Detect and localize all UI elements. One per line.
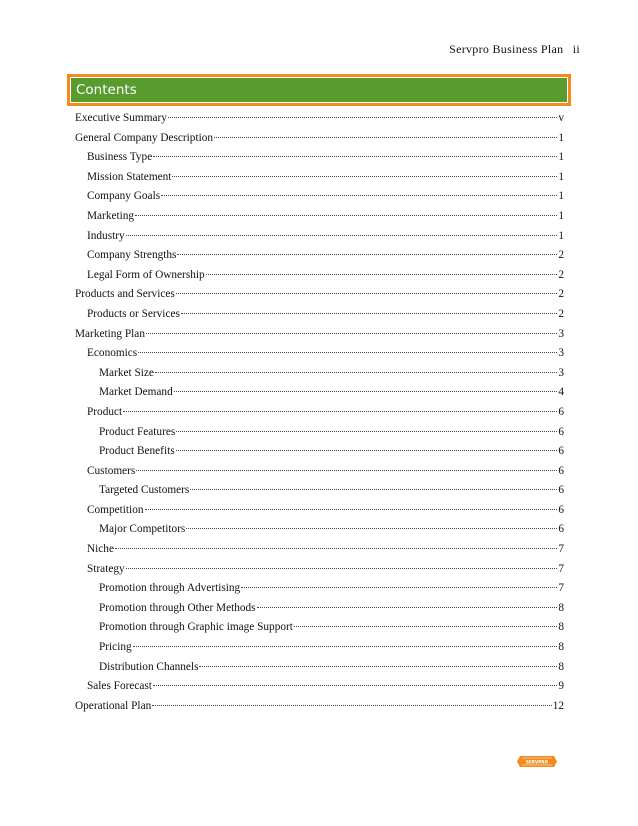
toc-entry-page: 7 <box>558 543 564 556</box>
toc-entry-label: General Company Description <box>75 131 214 144</box>
toc-entry-label: Economics <box>87 347 138 360</box>
toc-dot-leader <box>177 254 557 255</box>
toc-entry-page: 1 <box>558 190 564 203</box>
toc-dot-leader <box>152 705 551 706</box>
toc-entry-label: Mission Statement <box>87 170 172 183</box>
toc-entry[interactable] <box>75 171 564 191</box>
toc-dot-leader <box>146 333 557 334</box>
servpro-logo-icon <box>516 755 558 768</box>
toc-entry-page: v <box>558 112 564 124</box>
toc-dot-leader <box>126 235 558 236</box>
toc-dot-leader <box>136 470 557 471</box>
page-header <box>443 42 580 57</box>
toc-dot-leader <box>126 568 558 569</box>
toc-entry-label: Promotion through Advertising <box>99 582 241 595</box>
toc-entry-label: Legal Form of Ownership <box>87 268 205 281</box>
toc-entry[interactable] <box>75 308 564 328</box>
toc-entry-label: Executive Summary <box>75 112 167 124</box>
toc-entry-page: 3 <box>558 327 564 340</box>
toc-entry-label: Distribution Channels <box>99 660 199 673</box>
toc-entry-label: Strategy <box>87 562 125 575</box>
toc-entry-page: 6 <box>558 405 564 418</box>
toc-dot-leader <box>199 666 557 667</box>
toc-entry[interactable] <box>75 641 564 661</box>
toc-entry[interactable] <box>75 132 564 152</box>
toc-entry[interactable] <box>75 680 564 700</box>
toc-entry[interactable] <box>75 504 564 524</box>
contents-heading-band <box>67 74 571 106</box>
toc-entry-label: Company Strengths <box>87 249 177 262</box>
toc-entry-page: 6 <box>558 503 564 516</box>
toc-dot-leader <box>176 431 557 432</box>
toc-entry-page: 7 <box>558 562 564 575</box>
toc-entry-page: 6 <box>558 523 564 536</box>
toc-entry[interactable] <box>75 523 564 543</box>
toc-entry-page: 6 <box>558 484 564 497</box>
toc-dot-leader <box>172 176 557 177</box>
toc-entry-label: Marketing <box>87 209 135 222</box>
toc-entry-label: Company Goals <box>87 190 161 203</box>
toc-entry[interactable] <box>75 190 564 210</box>
toc-dot-leader <box>153 156 557 157</box>
toc-entry[interactable] <box>75 230 564 250</box>
toc-entry-page: 8 <box>558 601 564 614</box>
header-title: Servpro Business Plan <box>449 42 564 56</box>
toc-dot-leader <box>241 587 557 588</box>
toc-entry-label: Sales Forecast <box>87 680 152 693</box>
toc-entry[interactable] <box>75 700 564 720</box>
toc-entry[interactable] <box>75 151 564 171</box>
toc-dot-leader <box>181 313 557 314</box>
toc-entry-label: Targeted Customers <box>99 484 190 497</box>
contents-heading: Contents <box>70 77 568 103</box>
toc-entry-page: 2 <box>558 307 564 320</box>
toc-entry-page: 1 <box>558 209 564 222</box>
toc-entry-page: 7 <box>558 582 564 595</box>
toc-entry-label: Niche <box>87 543 114 556</box>
toc-entry-label: Customers <box>87 464 136 477</box>
toc-entry-page: 6 <box>558 425 564 438</box>
toc-entry-page: 2 <box>558 288 564 301</box>
toc-entry[interactable] <box>75 112 564 132</box>
toc-entry-page: 3 <box>558 366 564 379</box>
toc-dot-leader <box>206 274 558 275</box>
toc-entry-label: Market Size <box>99 366 154 379</box>
toc-entry-page: 12 <box>552 699 564 712</box>
toc-entry-page: 3 <box>558 347 564 360</box>
header-page-number: ii <box>572 42 580 56</box>
toc-dot-leader <box>176 293 558 294</box>
toc-entry-page: 6 <box>558 464 564 477</box>
toc-dot-leader <box>161 195 557 196</box>
toc-dot-leader <box>168 117 557 118</box>
toc-entry[interactable] <box>75 465 564 485</box>
toc-entry-label: Products or Services <box>87 307 180 320</box>
toc-entry[interactable] <box>75 386 564 406</box>
toc-entry[interactable] <box>75 484 564 504</box>
toc-entry-label: Promotion through Graphic image Support <box>99 621 293 634</box>
toc-entry[interactable] <box>75 406 564 426</box>
toc-entry-page: 4 <box>558 386 564 399</box>
toc-entry-page: 2 <box>558 249 564 262</box>
toc-dot-leader <box>214 137 557 138</box>
toc-entry-page: 1 <box>558 229 564 242</box>
toc-dot-leader <box>155 372 557 373</box>
toc-entry-label: Promotion through Other Methods <box>99 601 256 614</box>
toc-entry-page: 6 <box>558 445 564 458</box>
toc-dot-leader <box>133 646 558 647</box>
toc-entry-label: Products and Services <box>75 288 175 301</box>
toc-entry[interactable] <box>75 288 564 308</box>
toc-dot-leader <box>186 528 557 529</box>
toc-dot-leader <box>176 450 558 451</box>
toc-entry-page: 8 <box>558 641 564 654</box>
toc-dot-leader <box>174 391 558 392</box>
toc-entry-label: Business Type <box>87 151 153 164</box>
toc-entry-label: Major Competitors <box>99 523 186 536</box>
toc-entry-page: 8 <box>558 660 564 673</box>
toc-entry[interactable] <box>75 661 564 681</box>
toc-dot-leader <box>190 489 557 490</box>
toc-entry-label: Market Demand <box>99 386 173 399</box>
logo-text: SERVPRO <box>525 759 549 765</box>
toc-entry-page: 1 <box>558 131 564 144</box>
toc-entry[interactable] <box>75 563 564 583</box>
toc-entry-label: Product <box>87 405 123 418</box>
toc-entry-page: 1 <box>558 170 564 183</box>
toc-dot-leader <box>115 548 557 549</box>
toc-entry[interactable] <box>75 210 564 230</box>
toc-dot-leader <box>294 626 557 627</box>
toc-entry-page: 8 <box>558 621 564 634</box>
toc-entry-page: 2 <box>558 268 564 281</box>
toc-entry[interactable] <box>75 445 564 465</box>
toc-dot-leader <box>138 352 557 353</box>
toc-entry-label: Marketing Plan <box>75 327 145 340</box>
toc-entry[interactable] <box>75 426 564 446</box>
toc-dot-leader <box>123 411 557 412</box>
toc-entry[interactable] <box>75 582 564 602</box>
toc-dot-leader <box>145 509 558 510</box>
toc-entry-page: 9 <box>558 680 564 693</box>
toc-dot-leader <box>135 215 557 216</box>
toc-entry[interactable] <box>75 367 564 387</box>
toc-entry[interactable] <box>75 249 564 269</box>
toc-entry[interactable] <box>75 328 564 348</box>
table-of-contents <box>75 112 564 719</box>
toc-entry[interactable] <box>75 543 564 563</box>
toc-entry[interactable] <box>75 269 564 289</box>
toc-entry-label: Pricing <box>99 641 132 654</box>
toc-entry-label: Product Benefits <box>99 445 175 458</box>
toc-entry-label: Industry <box>87 229 125 242</box>
toc-entry-label: Competition <box>87 503 144 516</box>
toc-entry[interactable] <box>75 621 564 641</box>
toc-entry-page: 1 <box>558 151 564 164</box>
toc-entry-label: Operational Plan <box>75 699 152 712</box>
toc-entry-label: Product Features <box>99 425 176 438</box>
toc-dot-leader <box>153 685 557 686</box>
toc-dot-leader <box>257 607 558 608</box>
toc-entry[interactable] <box>75 347 564 367</box>
toc-entry[interactable] <box>75 602 564 622</box>
